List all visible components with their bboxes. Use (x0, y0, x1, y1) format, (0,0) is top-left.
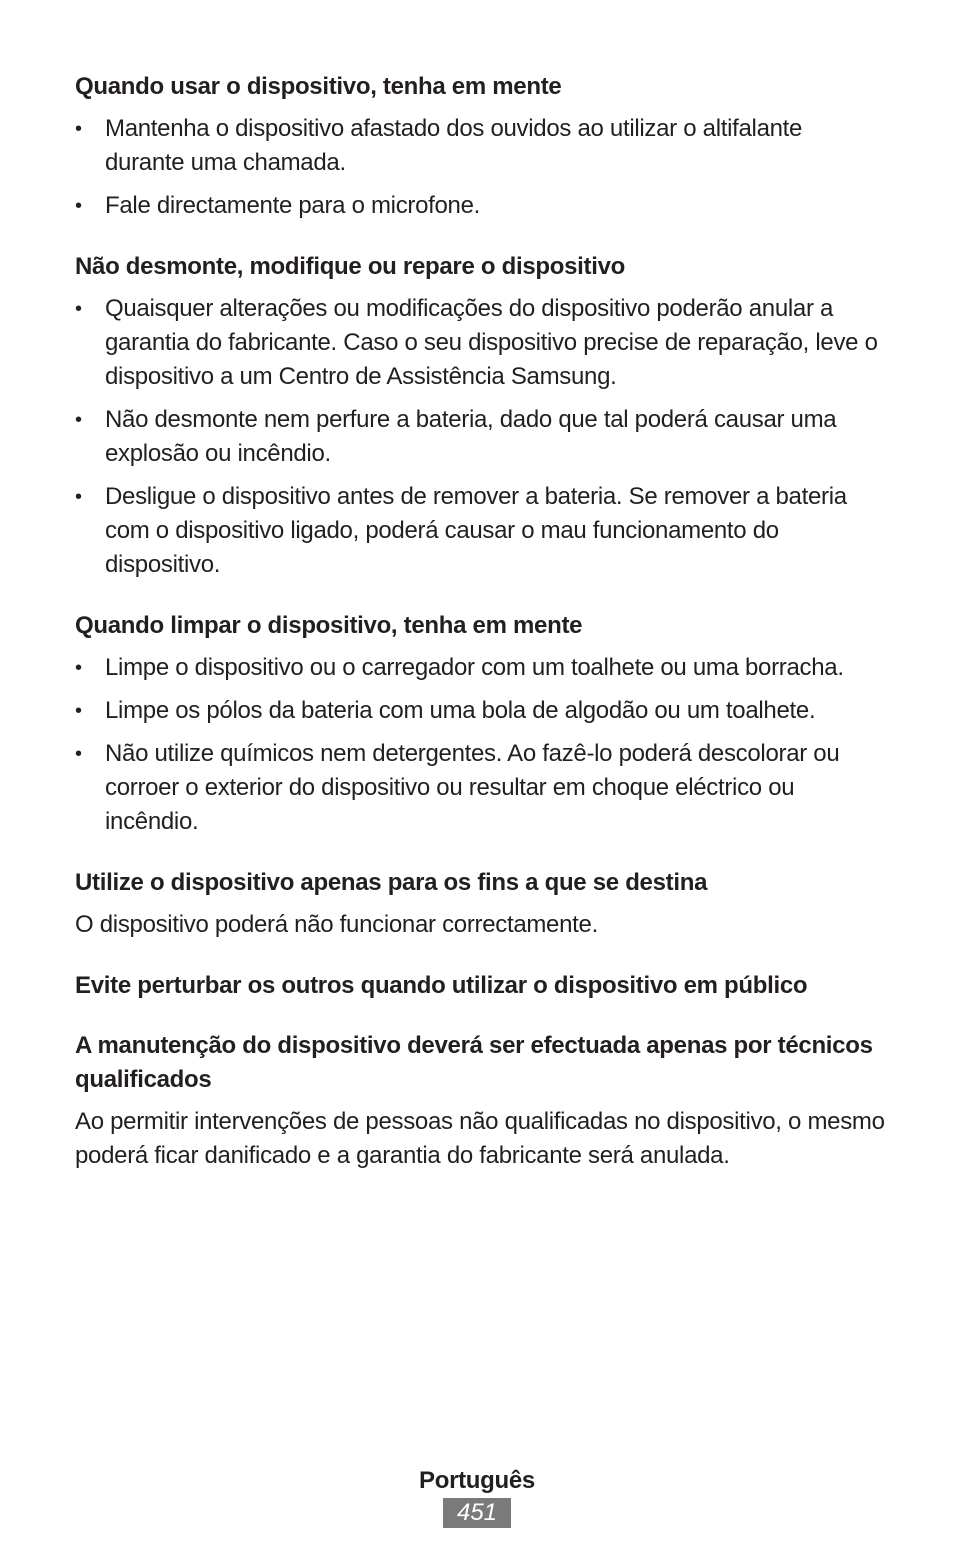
list-item (75, 480, 887, 582)
list-item (75, 694, 887, 728)
bullet-icon: • (75, 118, 82, 140)
bullet-icon: • (75, 743, 82, 765)
bullet-icon: • (75, 298, 82, 320)
section-public-use (75, 969, 887, 1003)
list-item-text: Não utilize químicos nem detergentes. Ao fazê-lo poderá descolorar ou corroer o exterior do dispositivo ou resultar em choque eléctrico ou incêndio. (105, 740, 840, 835)
section-heading: A manutenção do dispositivo deverá ser efectuada apenas por técnicos qualificados (75, 1032, 873, 1093)
bullet-icon: • (75, 700, 82, 722)
section-intended-use (75, 866, 887, 942)
list-item-text: Desligue o dispositivo antes de remover a bateria. Se remover a bateria com o dispositivo ligado, poderá causar o mau funcionamento do dispositivo. (105, 483, 847, 578)
bullet-icon: • (75, 486, 82, 508)
section-do-not-disassemble (75, 250, 887, 582)
page-footer (0, 1464, 954, 1528)
section-heading: Quando limpar o dispositivo, tenha em mente (75, 612, 583, 639)
list-item-text: Limpe os pólos da bateria com uma bola de algodão ou um toalhete. (105, 697, 816, 724)
page-number: 451 (443, 1498, 511, 1528)
list-item-text: Limpe o dispositivo ou o carregador com um toalhete ou uma borracha. (105, 654, 844, 681)
list-item (75, 651, 887, 685)
footer-language: Português (419, 1467, 535, 1494)
list-item (75, 292, 887, 394)
list-item-text: Quaisquer alterações ou modificações do dispositivo poderão anular a garantia do fabricante. Caso o seu dispositivo precise de reparação, leve o dispositivo a um Centro de Assistência Samsung. (105, 295, 878, 390)
list-item-text: Fale directamente para o microfone. (105, 192, 481, 219)
list-item (75, 737, 887, 839)
section-using-device (75, 70, 887, 223)
section-qualified-service (75, 1029, 887, 1173)
bullet-icon: • (75, 409, 82, 431)
section-heading: Utilize o dispositivo apenas para os fins a que se destina (75, 869, 708, 896)
section-heading: Não desmonte, modifique ou repare o dispositivo (75, 253, 625, 280)
list-item (75, 112, 887, 180)
document-body (75, 70, 887, 1182)
section-cleaning (75, 609, 887, 839)
section-heading: Quando usar o dispositivo, tenha em mente (75, 73, 562, 100)
list-item-text: Mantenha o dispositivo afastado dos ouvidos ao utilizar o altifalante durante uma chamada. (105, 115, 803, 176)
bullet-icon: • (75, 657, 82, 679)
list-item (75, 403, 887, 471)
section-heading: Evite perturbar os outros quando utilizar o dispositivo em público (75, 972, 808, 999)
list-item-text: Não desmonte nem perfure a bateria, dado que tal poderá causar uma explosão ou incêndio. (105, 406, 837, 467)
bullet-icon: • (75, 195, 82, 217)
bullet-list (75, 651, 887, 839)
section-paragraph: Ao permitir intervenções de pessoas não qualificadas no dispositivo, o mesmo poderá ficar danificado e a garantia do fabricante será anulada. (75, 1108, 885, 1169)
bullet-list (75, 112, 887, 223)
bullet-list (75, 292, 887, 582)
section-paragraph: O dispositivo poderá não funcionar correctamente. (75, 911, 598, 938)
list-item (75, 189, 887, 223)
